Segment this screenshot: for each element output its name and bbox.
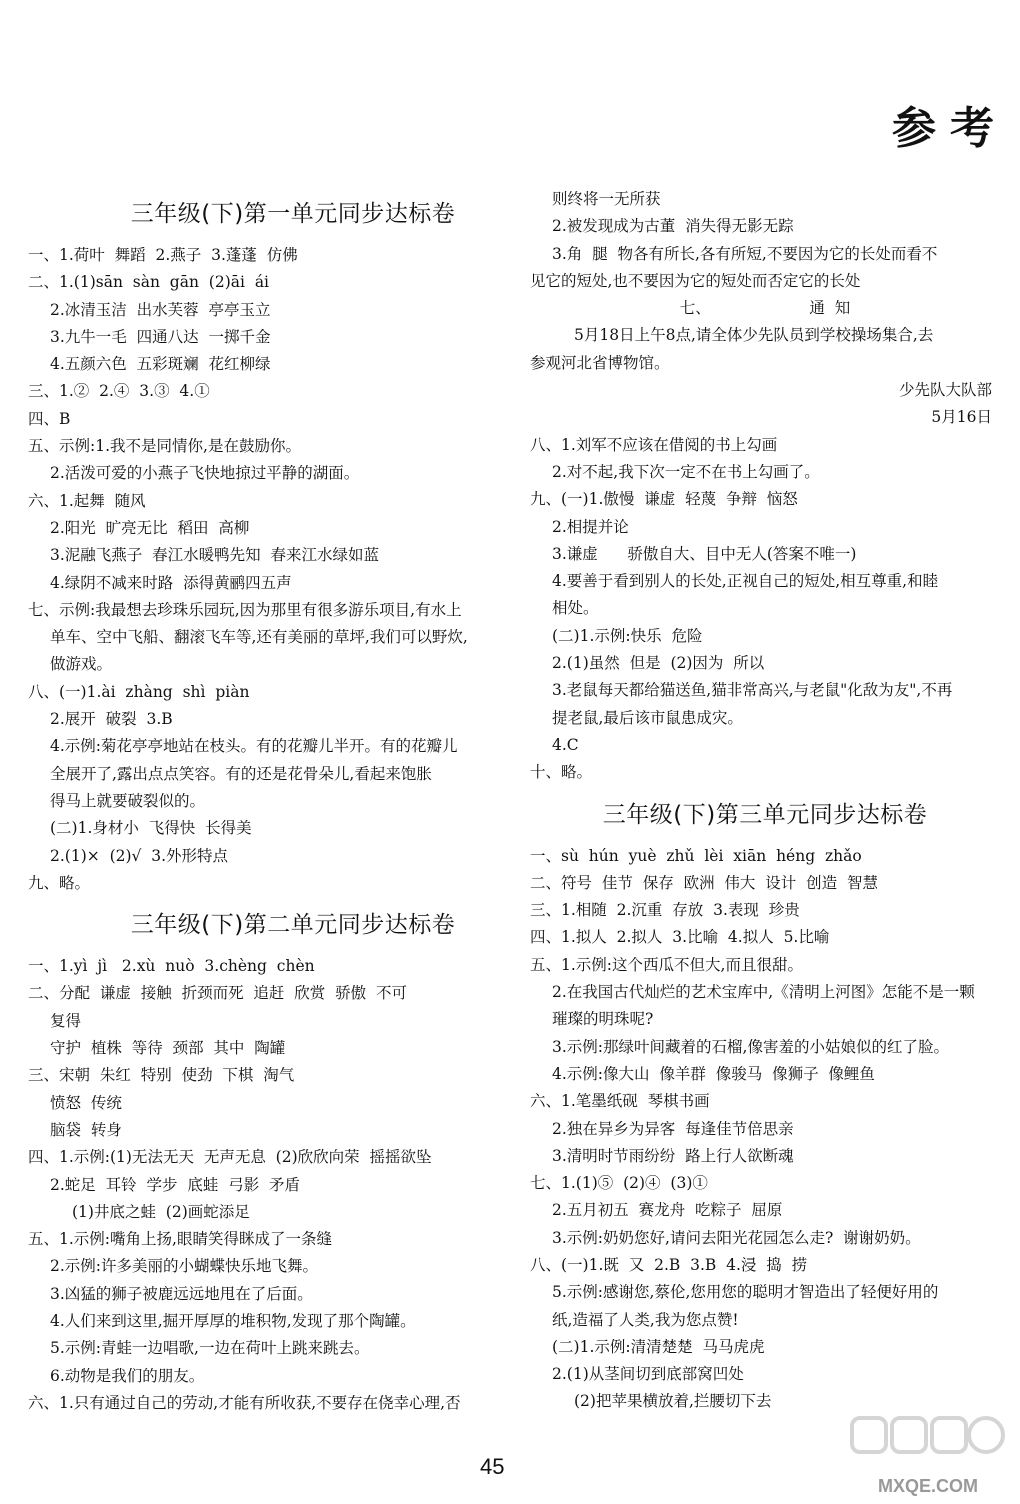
answer-line: 2.被发现成为古董 消失得无影无踪 [552,217,794,236]
answer-line: 一、sù hún yuè zhǔ lèi xiān héng zhǎo [530,846,862,865]
answer-line: 相处。 [552,599,599,618]
answer-line: 3.清明时节雨纷纷 路上行人欲断魂 [552,1146,794,1165]
answer-line: 2.五月初五 赛龙舟 吃粽子 屈原 [552,1201,783,1220]
answer-line: 六、1.笔墨纸砚 琴棋书画 [530,1092,710,1111]
unit3-answers [530,843,1000,1416]
answer-line: 九、(一)1.傲慢 谦虚 轻蔑 争辩 恼怒 [530,490,798,509]
answer-line: 八、1.刘军不应该在借阅的书上勾画 [530,435,778,454]
answer-line: 3.示例:那绿叶间藏着的石榴,像害羞的小姑娘似的红了脸。 [552,1037,949,1056]
page-number: 45 [480,1454,505,1479]
answer-line: 二、分配 谦虚 接触 折颈而死 追赶 欣赏 骄傲 不可 [28,984,407,1003]
unit2-answers-continued [530,186,1000,787]
answer-line: 八、(一)1.既 又 2.B 3.B 4.浸 捣 捞 [530,1255,808,1274]
answer-line: 纸,造福了人类,我为您点赞! [552,1310,739,1329]
answer-line: 6.动物是我们的朋友。 [50,1366,205,1385]
watermark-text: MXQE.COM [877,1476,978,1496]
answer-line: 少先队大队部 [898,381,992,400]
answer-line: 复得 [50,1011,82,1030]
answer-line: 2.在我国古代灿烂的艺术宝库中,《清明上河图》怎能不是一颗 [552,983,975,1002]
answer-line: 守护 植株 等待 颈部 其中 陶罐 [50,1039,286,1058]
answer-line: 二、1.(1)sān sàn gān (2)āi ái [28,273,270,292]
answer-line: 2.独在异乡为异客 每逢佳节倍思亲 [552,1119,794,1138]
answer-line: 参观河北省博物馆。 [530,353,670,372]
answer-line: 七、1.(1)⑤ (2)④ (3)① [530,1174,708,1193]
answer-line: 5月16日 [931,408,992,427]
answer-line: 二、符号 佳节 保存 欧洲 伟大 设计 创造 智慧 [530,873,878,892]
section-title-unit2: 三年级(下)第二单元同步达标卷 [130,912,456,939]
answer-line: 3.九牛一毛 四通八达 一掷千金 [50,327,271,346]
answer-line: 三、宋朝 朱红 特别 使劲 下棋 淘气 [28,1066,295,1085]
answer-line: 2.对不起,我下次一定不在书上勾画了。 [552,462,820,481]
answer-line: 脑袋 转身 [50,1120,122,1139]
right-column [530,186,1000,1416]
answer-line: 得马上就要破裂似的。 [50,791,206,810]
answer-line: 五、示例:1.我不是同情你,是在鼓励你。 [28,437,301,456]
answer-line: 4.要善于看到别人的长处,正视自己的短处,相互尊重,和睦 [552,572,939,591]
answer-line: 3.示例:奶奶您好,请问去阳光花园怎么走? 谢谢奶奶。 [552,1228,921,1247]
unit1-answers [28,242,498,897]
answer-line: 七、示例:我最想去珍珠乐园玩,因为那里有很多游乐项目,有水上 [28,600,462,619]
page-header-title: 参考 [892,103,1008,154]
answer-line: 4.五颜六色 五彩斑斓 花红柳绿 [50,355,271,374]
answer-line: 4.示例:菊花亭亭地站在枝头。有的花瓣儿半开。有的花瓣儿 [50,737,458,756]
answer-line: 愤怒 传统 [50,1093,122,1112]
answer-line: 四、1.拟人 2.拟人 3.比喻 4.拟人 5.比喻 [530,928,830,947]
answer-line: 六、1.起舞 随风 [28,491,146,510]
answer-line: 全展开了,露出点点笑容。有的还是花骨朵儿,看起来饱胀 [50,764,432,783]
answer-line: 2.(1)× (2)√ 3.外形特点 [50,846,229,865]
unit2-answers [28,953,498,1417]
answer-line: 见它的短处,也不要因为它的短处而否定它的长处 [530,271,861,290]
answer-line: (二)1.示例:快乐 危险 [552,626,703,645]
answer-line: 一、1.yì jì 2.xù nuò 3.chèng chèn [28,957,315,976]
answer-line: 3.老鼠每天都给猫送鱼,猫非常高兴,与老鼠"化敌为友",不再 [552,681,953,700]
answer-line: 2.(1)虽然 但是 (2)因为 所以 [552,654,765,673]
answer-line: 璀璨的明珠呢? [552,1010,654,1029]
answer-line: 2.相提并论 [552,517,629,536]
section-title-unit1: 三年级(下)第一单元同步达标卷 [130,201,456,227]
answer-line: 4.C [552,735,579,754]
answer-line: (二)1.身材小 飞得快 长得美 [50,819,252,838]
answer-line: 七、 通 知 [679,299,851,318]
answer-line: 4.绿阴不减来时路 添得黄鹂四五声 [50,573,292,592]
answer-line: 3.谦虚 骄傲自大、目中无人(答案不唯一) [552,544,857,563]
answer-line: 2.(1)从茎间切到底部窝凹处 [552,1365,744,1384]
answer-line: 3.泥融飞燕子 春江水暖鸭先知 春来江水绿如蓝 [50,546,379,565]
answer-line: 5.示例:青蛙一边唱歌,一边在荷叶上跳来跳去。 [50,1339,370,1358]
answer-line: 五、1.示例:嘴角上扬,眼睛笑得眯成了一条缝 [28,1230,332,1249]
answer-line: (2)把苹果横放着,拦腰切下去 [574,1392,772,1411]
answer-line: 则终将一无所获 [552,190,661,208]
answer-line: 4.示例:像大山 像羊群 像骏马 像狮子 像鲤鱼 [552,1064,875,1083]
answer-line: 3.角 腿 物各有所长,各有所短,不要因为它的长处而看不 [552,244,938,263]
answer-line: 2.蛇足 耳铃 学步 底蛙 弓影 矛盾 [50,1175,301,1194]
answer-line: 做游戏。 [50,655,113,674]
answer-line: 2.阳光 旷亮无比 稻田 高柳 [50,518,250,537]
answer-line: 单车、空中飞船、翻滚飞车等,还有美丽的草坪,我们可以野炊, [50,628,468,647]
answer-line: 2.冰清玉洁 出水芙蓉 亭亭玉立 [50,300,271,319]
answer-line: (二)1.示例:清清楚楚 马马虎虎 [552,1337,765,1356]
answer-line: (1)井底之蛙 (2)画蛇添足 [72,1202,250,1221]
answer-line: 五、1.示例:这个西瓜不但大,而且很甜。 [530,955,803,974]
answer-line: 十、略。 [530,763,593,782]
answer-line: 5.示例:感谢您,蔡伦,您用您的聪明才智造出了轻便好用的 [552,1283,939,1302]
answer-line: 三、1.② 2.④ 3.③ 4.① [28,382,210,401]
section-title-unit3: 三年级(下)第三单元同步达标卷 [602,801,928,828]
answer-line: 2.展开 破裂 3.B [50,710,173,729]
answer-line: 4.人们来到这里,掘开厚厚的堆积物,发现了那个陶罐。 [50,1311,416,1330]
answer-line: 2.示例:许多美丽的小蝴蝶快乐地飞舞。 [50,1257,319,1276]
answer-line: 八、(一)1.ài zhàng shì piàn [28,682,250,701]
answer-line: 四、1.示例:(1)无法无天 无声无息 (2)欣欣向荣 摇摇欲坠 [28,1148,432,1167]
answer-line: 5月18日上午8点,请全体少先队员到学校操场集合,去 [574,326,934,345]
answer-line: 提老鼠,最后该市鼠患成灾。 [552,708,743,727]
answer-line: 四、B [28,409,71,428]
answer-line: 3.凶猛的狮子被鹿远远地甩在了后面。 [50,1284,313,1303]
answer-line: 九、略。 [28,873,91,892]
answer-line: 2.活泼可爱的小燕子飞快地掠过平静的湖面。 [50,464,360,483]
answer-line: 三、1.相随 2.沉重 存放 3.表现 珍贵 [530,901,800,920]
answer-line: 一、1.荷叶 舞蹈 2.燕子 3.蓬蓬 仿佛 [28,246,298,264]
answer-line: 六、1.只有通过自己的劳动,才能有所收获,不要存在侥幸心理,否 [28,1393,461,1412]
left-column [28,186,498,1417]
